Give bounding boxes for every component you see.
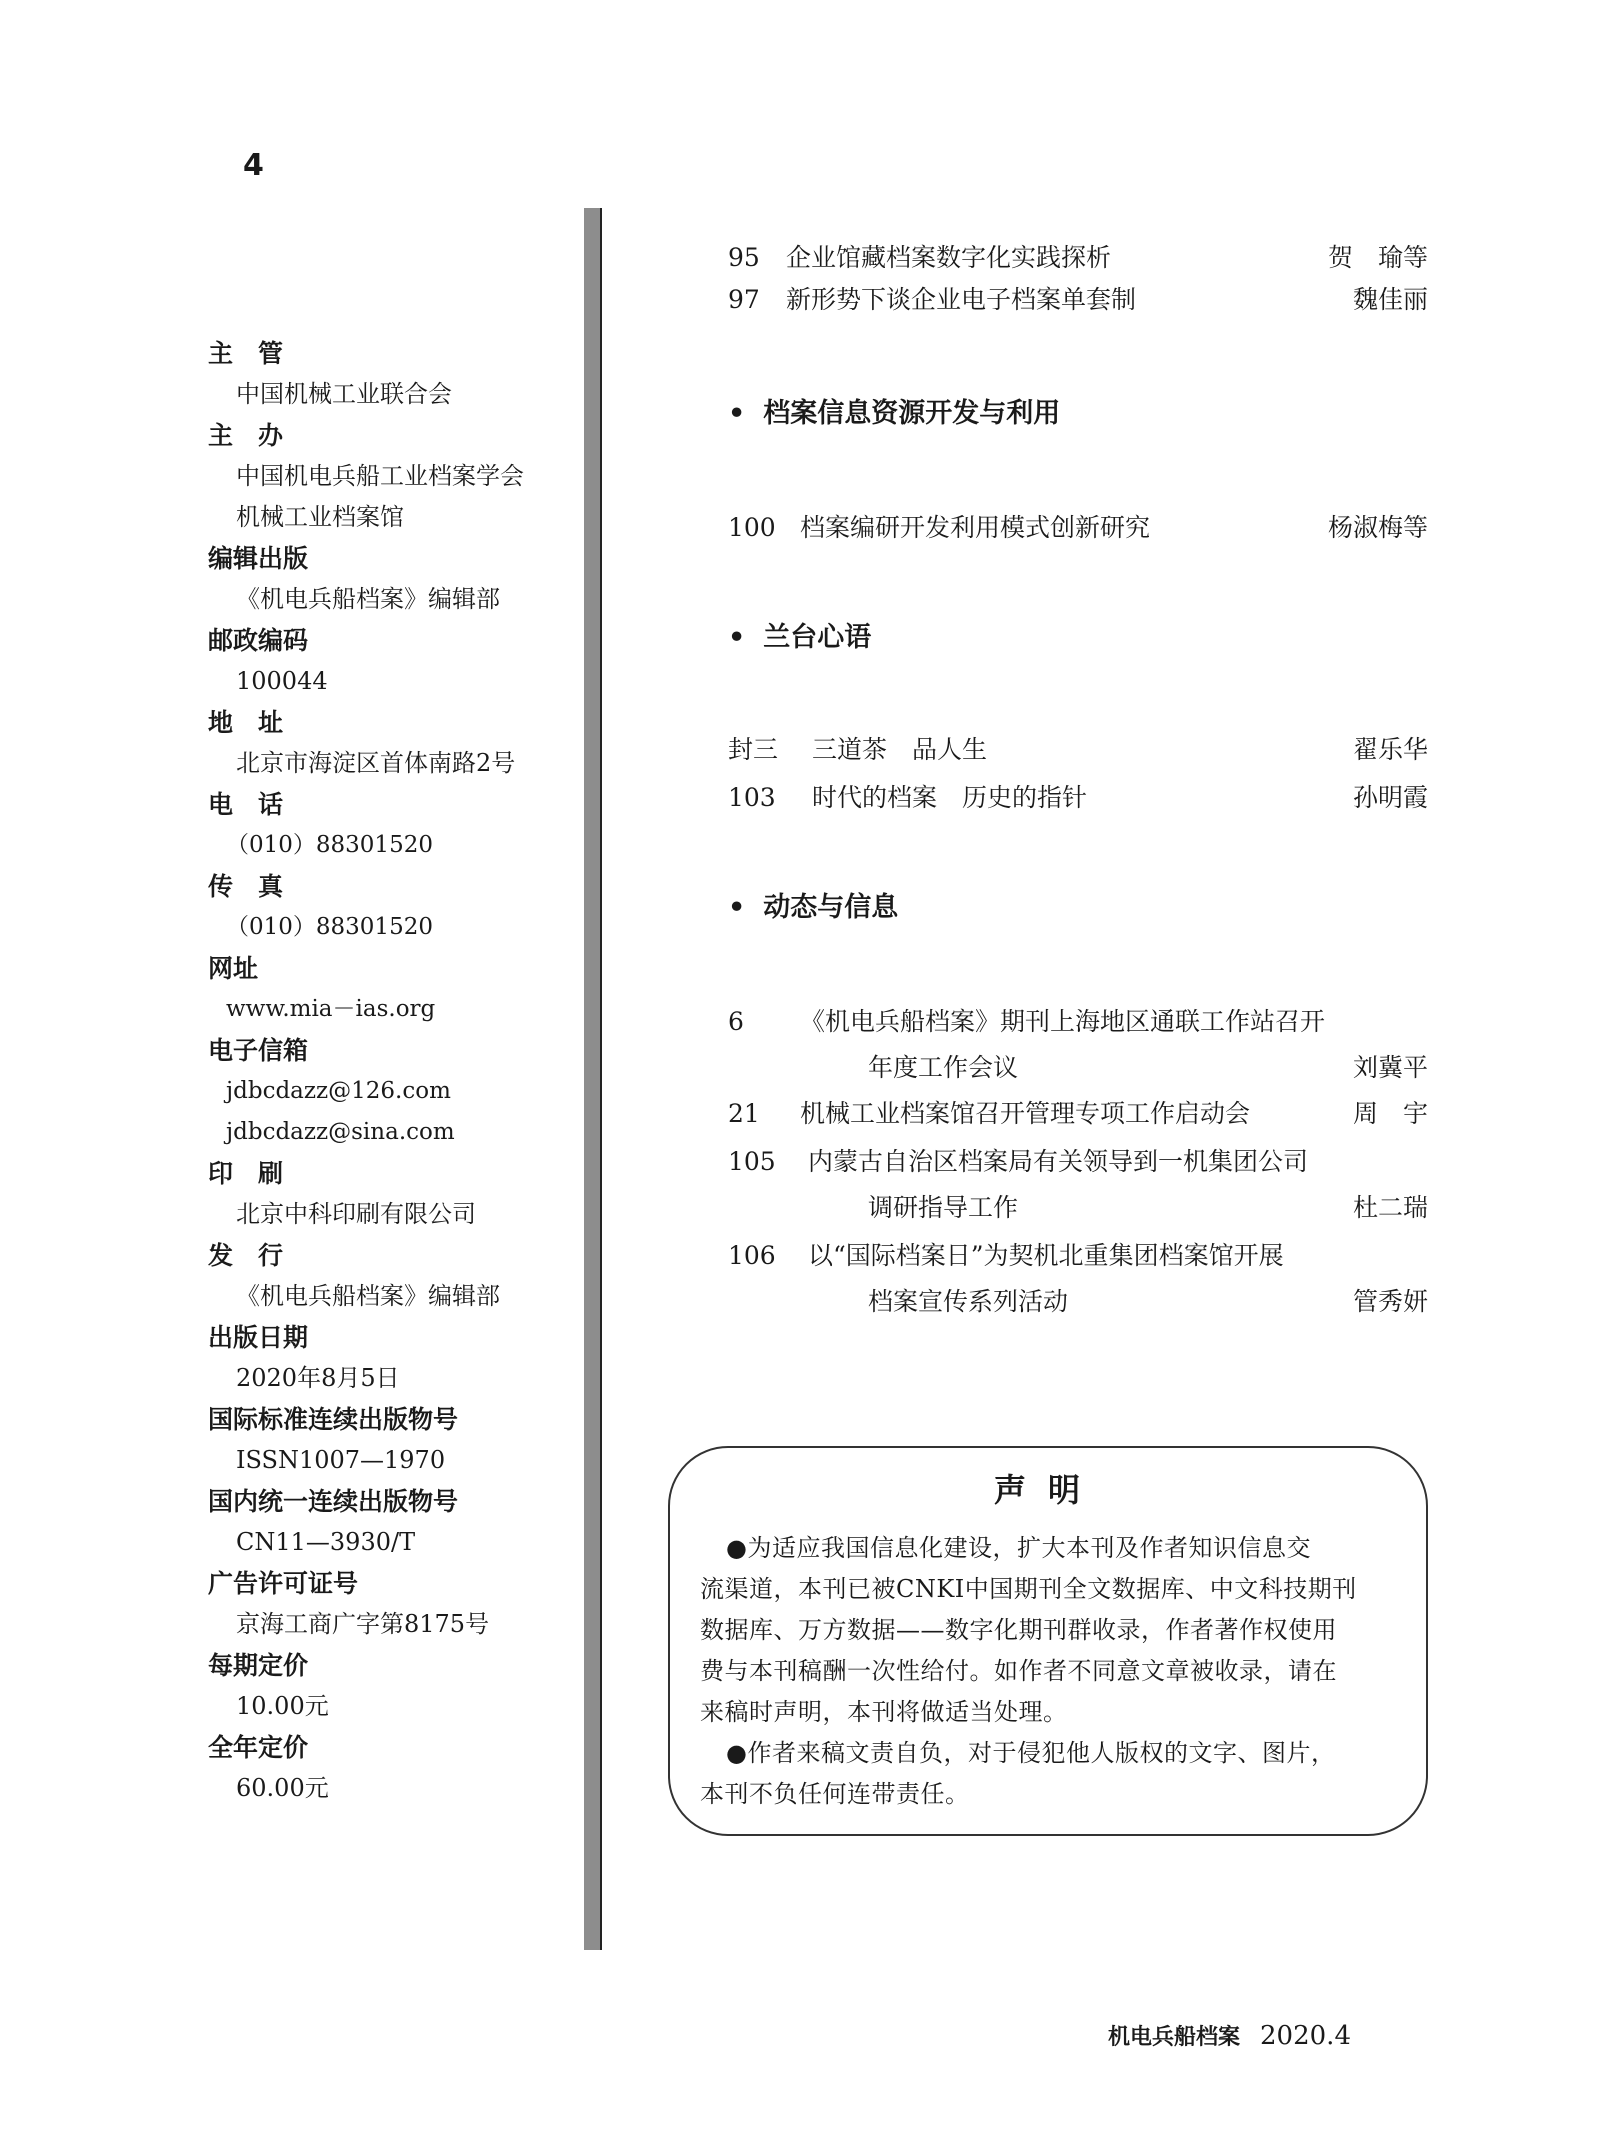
toc-entry[interactable]	[728, 728, 1428, 772]
masthead-entry	[208, 1563, 578, 1645]
masthead-entry	[208, 866, 578, 948]
toc-title-continued: 年度工作会议	[868, 1053, 1019, 1082]
masthead-entry	[208, 1645, 578, 1727]
masthead-value: 2020年8月5日	[236, 1364, 400, 1392]
masthead-entry	[208, 538, 578, 620]
toc-title: 内蒙古自治区档案局有关领导到一机集团公司	[808, 1147, 1309, 1176]
bullet-icon: •	[728, 398, 746, 429]
masthead-entry	[208, 1030, 578, 1153]
notice-line: 数据库、万方数据——数字化期刊群收录，作者著作权使用	[700, 1616, 1337, 1644]
bullet-icon: •	[728, 892, 746, 923]
masthead-label: 网址	[208, 954, 259, 983]
toc-title-continued: 调研指导工作	[868, 1193, 1019, 1222]
masthead-entry	[208, 1235, 578, 1317]
notice-line: 流渠道，本刊已被CNKI中国期刊全文数据库、中文科技期刊	[700, 1575, 1357, 1603]
toc-author: 贺 瑜等	[1327, 243, 1428, 272]
masthead-label: 国际标准连续出版物号	[208, 1405, 459, 1434]
masthead-value: 中国机电兵船工业档案学会	[236, 462, 524, 490]
masthead-value: 中国机械工业联合会	[236, 380, 452, 408]
masthead-label: 每期定价	[208, 1651, 309, 1680]
masthead-value: ISSN1007—1970	[236, 1446, 446, 1474]
toc-entry-continued[interactable]	[728, 1186, 1428, 1230]
toc-author: 管秀妍	[1352, 1287, 1428, 1316]
journal-name: 机电兵船档案	[1108, 2024, 1241, 2050]
section-heading	[728, 616, 871, 660]
toc-title-continued: 档案宣传系列活动	[868, 1287, 1069, 1316]
toc-entry[interactable]	[728, 776, 1428, 820]
notice-line: 来稿时声明，本刊将做适当处理。	[700, 1698, 1068, 1726]
masthead-value: （010）88301520	[226, 832, 433, 858]
masthead-value: 10.00元	[236, 1692, 329, 1720]
toc-page: 106	[728, 1241, 776, 1270]
notice-title: 声明	[993, 1471, 1102, 1509]
masthead-entry	[208, 702, 578, 784]
masthead-value: 机械工业档案馆	[236, 503, 404, 531]
toc-title: 以“国际档案日”为契机北重集团档案馆开展	[808, 1241, 1284, 1270]
masthead-entry	[208, 620, 578, 702]
notice-body	[700, 1528, 1396, 1815]
masthead-value: （010）88301520	[226, 914, 433, 940]
toc-page: 6	[728, 1007, 744, 1036]
masthead-label: 主 管	[208, 339, 284, 368]
section-heading-text: 兰台心语	[763, 622, 872, 653]
toc-page: 95	[728, 243, 760, 272]
masthead-value: 《机电兵船档案》编辑部	[236, 585, 500, 613]
bullet-icon: •	[728, 622, 746, 653]
section-heading-text: 档案信息资源开发与利用	[763, 398, 1061, 429]
page-number: 4	[243, 148, 264, 183]
masthead-label: 邮政编码	[208, 626, 309, 655]
masthead-label: 全年定价	[208, 1733, 309, 1762]
masthead-entry	[208, 784, 578, 866]
toc-author: 杨淑梅等	[1327, 513, 1428, 542]
toc-entry-continued[interactable]	[728, 1046, 1428, 1090]
masthead-value: 京海工商广字第8175号	[236, 1610, 490, 1638]
toc-author: 杜二瑞	[1352, 1193, 1428, 1222]
masthead-value: 60.00元	[236, 1774, 329, 1802]
notice-line: ●作者来稿文责自负，对于侵犯他人版权的文字、图片，	[726, 1739, 1336, 1767]
page-footer	[1108, 2016, 1351, 2056]
toc-author: 翟乐华	[1352, 735, 1428, 764]
masthead	[208, 333, 578, 1809]
masthead-value: 北京市海淀区首体南路2号	[236, 749, 516, 777]
masthead-label: 广告许可证号	[208, 1569, 359, 1598]
section-heading	[728, 392, 1060, 436]
masthead-entry	[208, 1399, 578, 1481]
toc-author: 孙明霞	[1352, 783, 1428, 812]
toc-page: 105	[728, 1147, 776, 1176]
toc-title: 机械工业档案馆召开管理专项工作启动会	[800, 1099, 1251, 1128]
issue-number: 2020.4	[1260, 2021, 1351, 2051]
toc-entry[interactable]	[728, 1000, 1428, 1044]
masthead-value: www.mia－ias.org	[226, 996, 436, 1022]
masthead-label: 电子信箱	[208, 1036, 309, 1065]
toc-author: 周 宇	[1352, 1099, 1428, 1128]
toc-entry[interactable]	[728, 236, 1428, 280]
toc-title: 时代的档案 历史的指针	[812, 783, 1088, 812]
masthead-value: 100044	[236, 667, 328, 695]
toc-entry[interactable]	[728, 1140, 1428, 1184]
toc-title: 三道茶 品人生	[812, 735, 988, 764]
masthead-entry	[208, 1153, 578, 1235]
masthead-label: 传 真	[208, 872, 284, 901]
toc-entry[interactable]	[728, 1092, 1428, 1136]
toc-page: 封三	[728, 735, 779, 764]
notice-box	[668, 1446, 1428, 1836]
masthead-label: 出版日期	[208, 1323, 309, 1352]
toc-entry[interactable]	[728, 506, 1428, 550]
masthead-label: 电 话	[208, 790, 284, 819]
masthead-value: CN11—3930/T	[236, 1528, 416, 1556]
toc-title: 企业馆藏档案数字化实践探析	[786, 243, 1112, 272]
toc-title: 档案编研开发利用模式创新研究	[800, 513, 1151, 542]
section-heading	[728, 886, 898, 930]
masthead-entry	[208, 948, 578, 1030]
toc-page: 97	[728, 285, 760, 314]
toc-page: 100	[728, 513, 776, 542]
masthead-label: 国内统一连续出版物号	[208, 1487, 459, 1516]
toc-title: 《机电兵船档案》期刊上海地区通联工作站召开	[800, 1007, 1326, 1036]
masthead-label: 地 址	[208, 708, 284, 737]
masthead-label: 编辑出版	[208, 544, 309, 573]
masthead-label: 主 办	[208, 421, 284, 450]
toc-entry-continued[interactable]	[728, 1280, 1428, 1324]
toc-page: 21	[728, 1099, 760, 1128]
masthead-entry	[208, 333, 578, 415]
notice-line: 费与本刊稿酬一次性给付。如作者不同意文章被收录，请在	[700, 1657, 1337, 1685]
masthead-value: 北京中科印刷有限公司	[236, 1200, 476, 1228]
toc-title: 新形势下谈企业电子档案单套制	[786, 285, 1137, 314]
masthead-value: jdbcdazz@126.com	[226, 1078, 451, 1104]
toc-author: 魏佳丽	[1352, 285, 1428, 314]
masthead-label: 印 刷	[208, 1159, 284, 1188]
section-heading-text: 动态与信息	[763, 892, 899, 923]
column-divider-line	[600, 208, 602, 1950]
masthead-value: 《机电兵船档案》编辑部	[236, 1282, 500, 1310]
toc-entry[interactable]	[728, 1234, 1428, 1278]
masthead-entry	[208, 1481, 578, 1563]
toc-page: 103	[728, 783, 776, 812]
notice-line: ●为适应我国信息化建设，扩大本刊及作者知识信息交	[726, 1534, 1311, 1562]
masthead-entry	[208, 1727, 578, 1809]
masthead-entry	[208, 1317, 578, 1399]
masthead-label: 发 行	[208, 1241, 284, 1270]
toc-author: 刘冀平	[1352, 1053, 1428, 1082]
masthead-entry	[208, 415, 578, 538]
toc-entry[interactable]	[728, 278, 1428, 322]
notice-line: 本刊不负任何连带责任。	[700, 1780, 970, 1808]
masthead-value: jdbcdazz@sina.com	[226, 1119, 455, 1145]
